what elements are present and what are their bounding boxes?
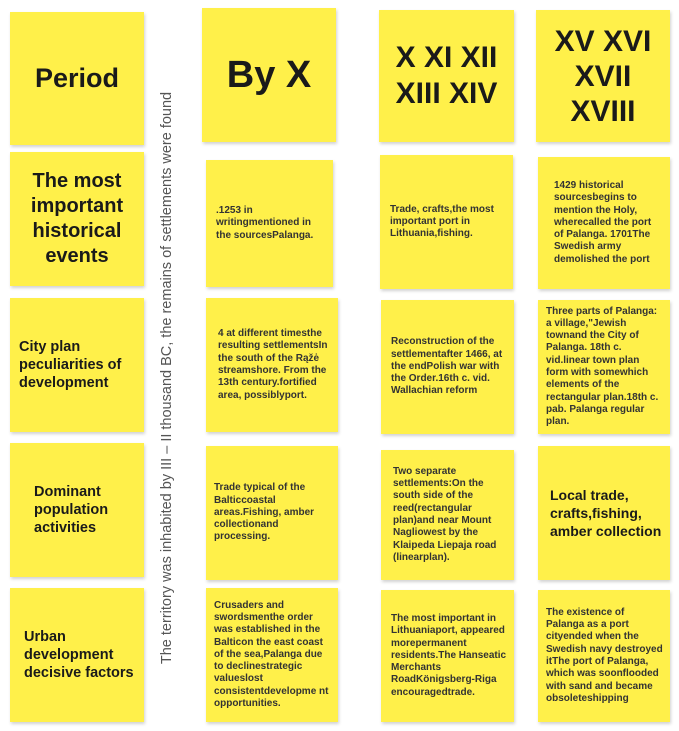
- row-label-urban-factors: [10, 588, 144, 722]
- header-by-x: [202, 8, 336, 142]
- header-by-x-text: By X: [226, 53, 312, 96]
- cell-x-xiv-population: [381, 450, 514, 580]
- cell-by-x-city-plan: [206, 298, 338, 432]
- row-label-text: The most important historical events: [30, 170, 124, 267]
- header-x-xiv: [379, 10, 514, 142]
- cell-text: Crusaders and swordsmenthe order was established in the Balticon the east coast of the sea,Palanga due to declinestrategic valueslost consistentdevelopme nt opportunities.: [214, 599, 329, 710]
- cell-text: Two separate settlements:On the south side of the reed(rectangular plan)and near Mount Nagliowest by the Klaipeda Liepaja road (linearplan).: [393, 465, 497, 563]
- row-label-text: Dominant population activities: [34, 484, 109, 536]
- row-label-city-plan: [10, 298, 144, 432]
- header-x-xiv-text: X XI XII XIII XIV: [395, 41, 498, 110]
- header-period-text: Period: [34, 63, 120, 93]
- cell-text: Trade, crafts,the most important port in Lithuania,fishing.: [390, 203, 494, 240]
- cell-xv-xviii-population: [538, 446, 670, 580]
- header-xv-xviii: [536, 10, 670, 142]
- cell-x-xiv-urban: [381, 590, 514, 722]
- cell-xv-xviii-city-plan: [538, 300, 670, 434]
- cell-text: Reconstruction of the settlementafter 1466, at the endPolish war with the Order.16th c. vid. Wallachian reform: [391, 336, 503, 397]
- cell-x-xiv-events: [380, 155, 513, 289]
- cell-text: Trade typical of the Balticcoastal areas.Fishing, amber collectionand processing.: [214, 482, 315, 543]
- cell-x-xiv-city-plan: [381, 300, 514, 434]
- cell-text: The most important in Lithuaniaport, appeared morepermanent residents.The Hanseatic Merchants RoadKönigsberg-Riga encouragedtrade.: [391, 612, 507, 698]
- cell-xv-xviii-urban: [538, 590, 670, 722]
- row-label-population-activities: [10, 443, 144, 577]
- cell-text: Local trade, crafts,fishing, amber collection: [550, 487, 662, 539]
- cell-text: Three parts of Palanga: a village,"Jewish townand the City of Palanga. 18th c. vid.linear town plan form with somewhich elements of the rectangular plan.18th c. pab. Palanga regular plan.: [546, 305, 659, 428]
- row-label-historical-events: [10, 152, 144, 286]
- cell-text: .1253 in writingmentioned in the sourcesPalanga.: [216, 205, 314, 241]
- cell-text: 1429 historical sourcesbegins to mention the Holy, wherecalled the port of Palanga. 1701The Swedish army demolished the port: [554, 179, 652, 265]
- row-label-text: Urban development decisive factors: [24, 629, 134, 681]
- cell-text: 4 at different timesthe resulting settlementsIn the south of the Rąžė streamshore. From the 13th century.fortified area, possiblyport.: [218, 328, 328, 401]
- cell-by-x-urban: [206, 588, 338, 722]
- cell-by-x-events: [206, 160, 333, 287]
- vertical-side-note-text: The territory was inhabited by III – II thousand BC, the remains of settlements were found: [159, 91, 175, 665]
- cell-xv-xviii-events: [538, 157, 670, 289]
- header-xv-xviii-text: XV XVI XVII XVIII: [554, 24, 652, 128]
- cell-text: The existence of Palanga as a port cityended when the Swedish navy destroyed itThe port of Palanga, which was soonflooded with sand and became obsoleteshipping: [546, 606, 663, 704]
- row-label-text: City plan peculiarities of development: [19, 339, 122, 391]
- cell-by-x-population: [206, 446, 338, 580]
- header-period: [10, 12, 144, 145]
